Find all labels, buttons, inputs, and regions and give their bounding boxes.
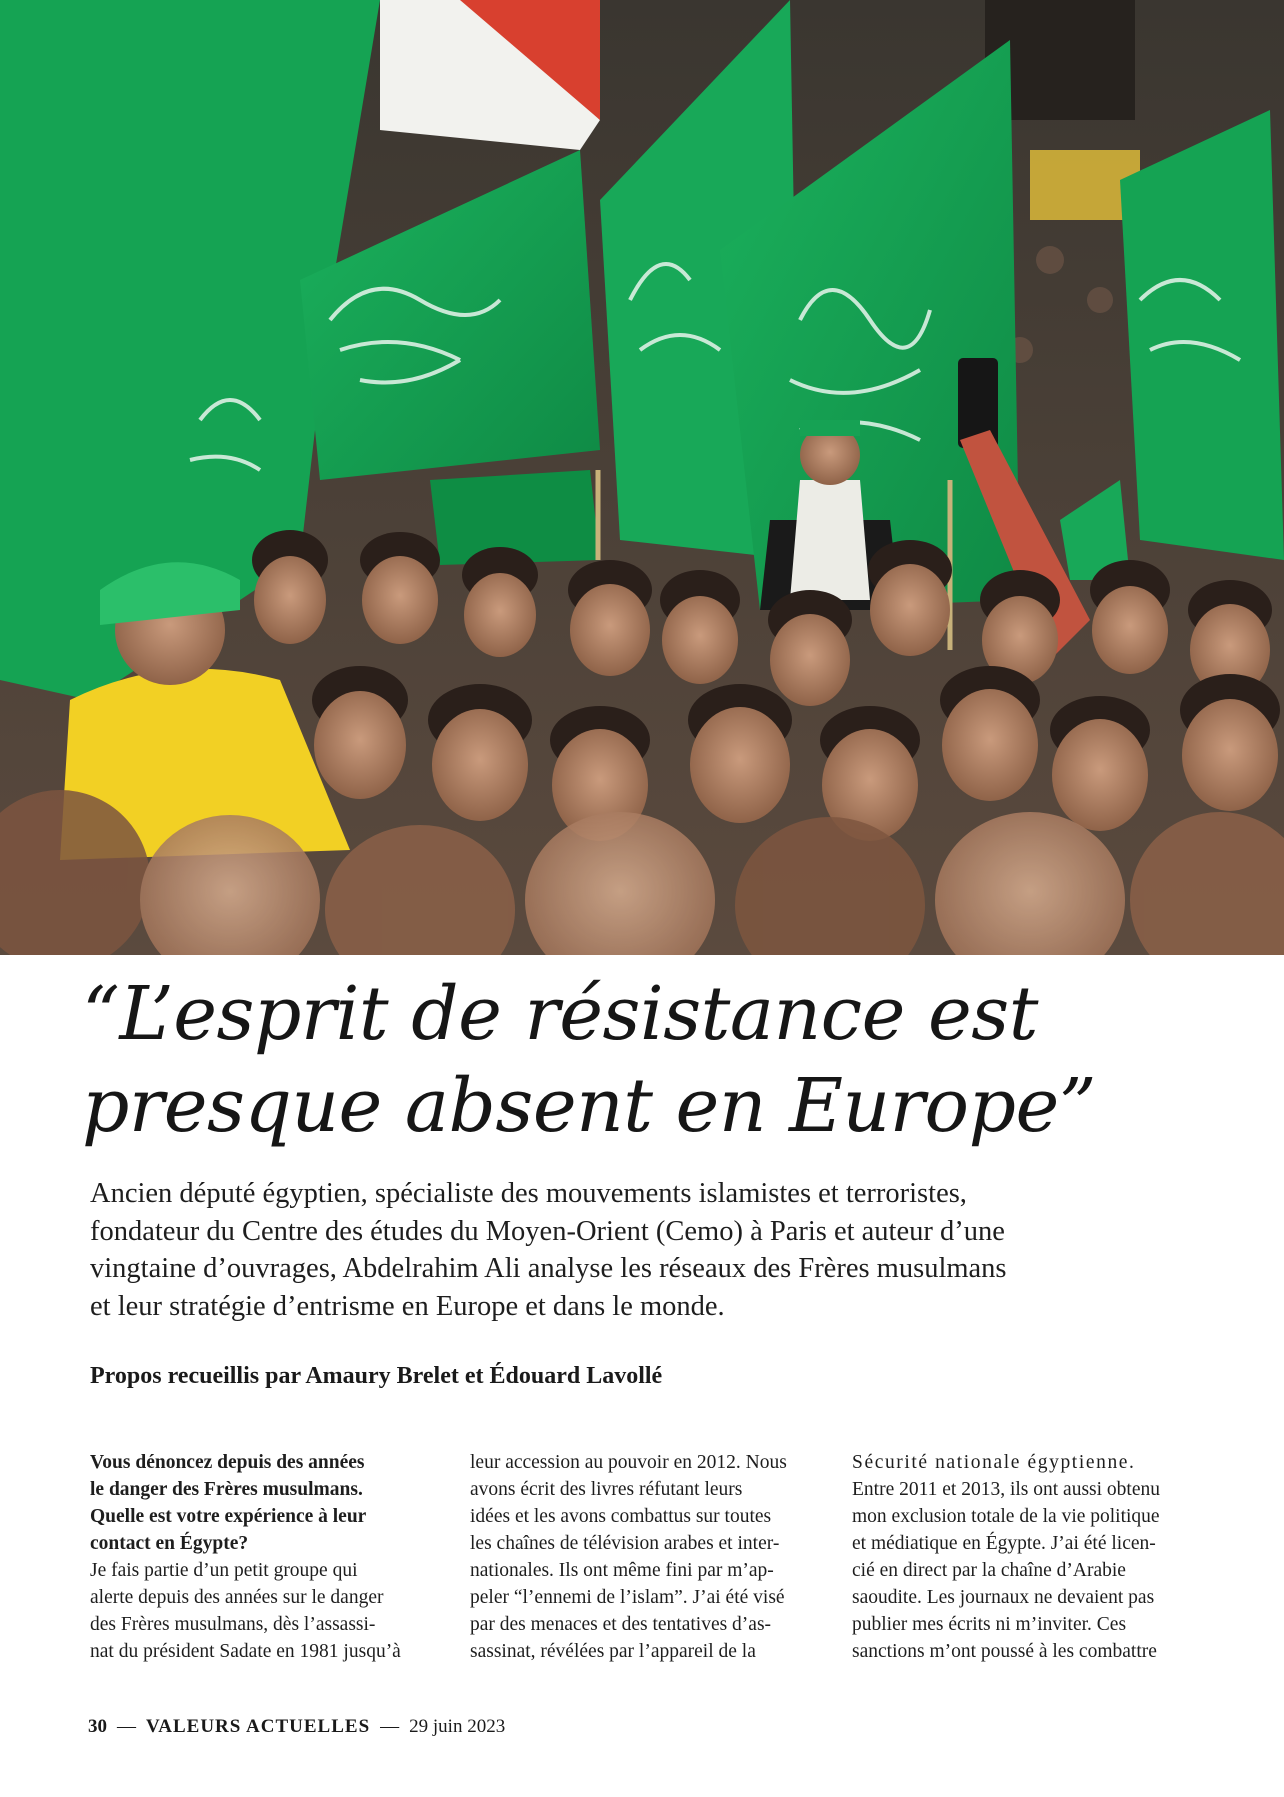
column-3 — [852, 1449, 1206, 1665]
column-1 — [90, 1449, 444, 1665]
page-number: 30 — [88, 1716, 107, 1737]
footer-separator: — — [380, 1716, 400, 1737]
body-text-line: Sécurité nationale égyptienne. — [852, 1452, 1136, 1473]
body-text-line: nationales. Ils ont même fini par m’ap- — [470, 1560, 774, 1581]
body-text-line: nat du président Sadate en 1981 jusqu’à — [90, 1641, 401, 1662]
body-text-line: saoudite. Les journaux ne devaient pas — [852, 1587, 1155, 1608]
interview-question-line: contact en Égypte? — [90, 1533, 249, 1554]
body-text-line: Entre 2011 et 2013, ils ont aussi obtenu — [852, 1479, 1160, 1500]
body-text-line: avons écrit des livres réfutant leurs — [470, 1479, 743, 1500]
page-footer — [88, 1716, 505, 1738]
body-text-line: des Frères musulmans, dès l’assassi- — [90, 1614, 376, 1635]
issue-date: 29 juin 2023 — [409, 1716, 506, 1737]
body-text-line: alerte depuis des années sur le danger — [90, 1587, 384, 1608]
magazine-name: VALEURS ACTUELLES — [146, 1716, 371, 1737]
standfirst-line: Ancien député égyptien, spécialiste des mouvements islamistes et terroristes, — [90, 1178, 967, 1209]
body-text-line: sassinat, révélées par l’appareil de la — [470, 1641, 756, 1662]
body-text-line: mon exclusion totale de la vie politique — [852, 1506, 1160, 1527]
standfirst — [90, 1175, 1200, 1325]
interview-question-line: le danger des Frères musulmans. — [90, 1479, 363, 1500]
body-text-line: Je fais partie d’un petit groupe qui — [90, 1560, 358, 1581]
footer-separator: — — [117, 1716, 136, 1737]
body-text-line: et médiatique en Égypte. J’ai été licen- — [852, 1533, 1156, 1554]
body-text-line: par des menaces et des tentatives d’as- — [470, 1614, 772, 1635]
standfirst-line: et leur stratégie d’entrisme en Europe et dans le monde. — [90, 1290, 725, 1322]
interview-question-line: Vous dénoncez depuis des années — [90, 1452, 365, 1473]
body-text-line: sanctions m’ont poussé à les combattre — [852, 1641, 1157, 1662]
body-text-line: idées et les avons combattus sur toutes — [470, 1506, 772, 1527]
interview-question-line: Quelle est votre expérience à leur — [90, 1506, 367, 1527]
body-text-line: les chaînes de télévision arabes et inter- — [470, 1533, 780, 1554]
standfirst-line: fondateur du Centre des études du Moyen-Orient (Cemo) à Paris et auteur d’une — [90, 1215, 1005, 1247]
body-text-line: publier mes écrits ni m’inviter. Ces — [852, 1614, 1127, 1635]
body-text-line: peler “l’ennemi de l’islam”. J’ai été visé — [470, 1587, 785, 1608]
standfirst-line: vingtaine d’ouvrages, Abdelrahim Ali analyse les réseaux des Frères musulmans — [90, 1253, 1007, 1284]
headline — [82, 968, 1242, 1152]
column-2 — [470, 1449, 824, 1665]
byline: Propos recueillis par Amaury Brelet et Édouard Lavollé — [90, 1363, 663, 1389]
headline-line-2: presque absent en Europe” — [82, 1063, 1097, 1149]
body-text-line: leur accession au pouvoir en 2012. Nous — [470, 1452, 787, 1473]
body-text-line: cié en direct par la chaîne d’Arabie — [852, 1560, 1126, 1581]
headline-line-1: “L’esprit de résistance est — [82, 971, 1038, 1057]
